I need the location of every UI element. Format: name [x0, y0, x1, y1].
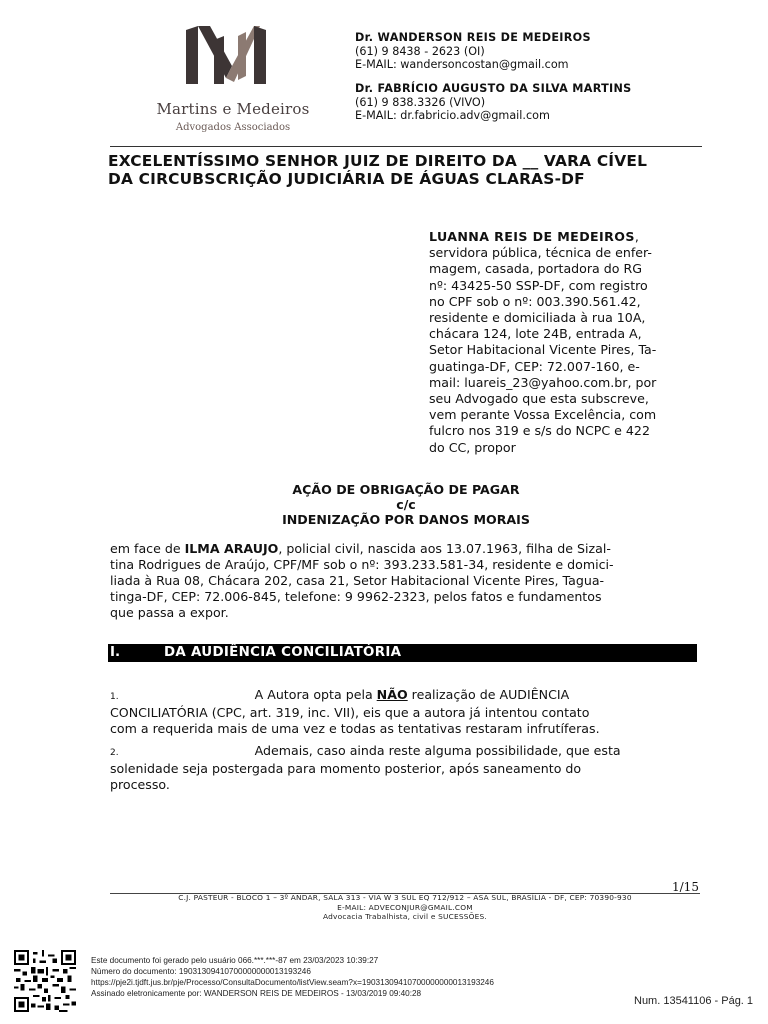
- paragraph-line: processo.: [110, 777, 170, 792]
- paragraph-line: solenidade seja postergada para momento posterior, após saneamento do: [110, 761, 582, 776]
- action-line-2: c/c: [396, 497, 416, 512]
- footer-email: E-MAIL: ADVECONJUR@GMAIL.COM: [337, 903, 473, 912]
- action-line-1: AÇÃO DE OBRIGAÇÃO DE PAGAR: [292, 482, 520, 497]
- qr-code-icon: [14, 950, 76, 1012]
- lawyer-phone: (61) 9 8438 - 2623 (OI): [355, 44, 485, 58]
- firm-logo: [148, 14, 318, 142]
- lawyer-name: Dr. FABRÍCIO AUGUSTO DA SILVA MARTINS: [355, 82, 632, 95]
- monogram-mm-icon: [184, 20, 268, 86]
- generated-by-text: Este documento foi gerado pelo usuário 066.***.***-87 em 23/03/2023 10:39:27: [91, 956, 379, 965]
- lawyer-email: E-MAIL: wandersoncostan@gmail.com: [355, 58, 569, 71]
- lawyer-name: Dr. WANDERSON REIS DE MEDEIROS: [355, 31, 591, 44]
- header-divider: [110, 146, 702, 147]
- qualification-line: seu Advogado que esta subscreve,: [429, 391, 649, 407]
- action-title: [110, 482, 702, 527]
- qualification-line: do CC, propor: [429, 439, 516, 455]
- qualification-line: chácara 124, lote 24B, entrada A,: [429, 326, 642, 342]
- paragraph-1: [110, 687, 698, 737]
- signed-by-text: Assinado eletronicamente por: WANDERSON REIS DE MEDEIROS - 13/03/2019 09:40:28: [91, 989, 422, 998]
- plaintiff-qualification: LUANNA REIS DE MEDEIROS, servidora pública, técnica de enfer- magem, casada, portadora do RG nº: 43425-50 SSP-DF, com registro no CPF sob o nº: 003.390.561.42, residente e domiciliada à rua 10A, chácara 124, lote 24B, entrada A, Setor Habitacional Vicente Pires, Ta- guatinga-DF, CEP: 72.007-160, e- mail: luareis_23@yahoo.com.br, por seu Advogado que esta subscreve, vem perante Vossa Excelência, com fulcro nos 319 e s/s do NCPC e 422 do CC, propor: [429, 229, 697, 456]
- facing-line: que passa a expor.: [110, 605, 229, 621]
- action-line-3: INDENIZAÇÃO POR DANOS MORAIS: [282, 512, 530, 527]
- document-url-link[interactable]: https://pje2i.tjdft.jus.br/pje/Processo/ConsultaDocumento/listView.seam?x=19031309410700000000013193246: [91, 978, 494, 987]
- qualification-line: guatinga-DF, CEP: 72.007-160, e-: [429, 358, 640, 374]
- qualification-line: residente e domiciliada à rua 10A,: [429, 310, 646, 326]
- firm-name: Martins e Medeiros: [156, 100, 310, 118]
- qualification-line: nº: 43425-50 SSP-DF, com registro: [429, 277, 648, 293]
- footer-address: C.J. PASTEUR - BLOCO 1 – 3º ANDAR, SALA 313 - VIA W 3 SUL EQ 712/912 – ASA SUL, BRASÍLIA - DF, CEP: 70390-930: [178, 893, 632, 902]
- paragraph-number: 2.: [110, 748, 119, 758]
- qualification-line: Setor Habitacional Vicente Pires, Ta-: [429, 342, 657, 358]
- lawyer-contact-2: [355, 82, 632, 123]
- firm-subtitle: Advogados Associados: [175, 122, 291, 133]
- paragraph-lead: Ademais, caso ainda reste alguma possibilidade, que esta: [254, 743, 621, 758]
- facing-line: liada à Rua 08, Chácara 202, casa 21, Setor Habitacional Vicente Pires, Tagua-: [110, 573, 605, 589]
- facing-prefix: em face de: [110, 541, 185, 556]
- section-header: [108, 644, 697, 662]
- qualification-line: magem, casada, portadora do RG: [429, 261, 642, 277]
- emphasis-nao: NÃO: [376, 687, 408, 702]
- section-number: I.: [110, 645, 121, 660]
- qualification-line: mail: luareis_23@yahoo.com.br, por: [429, 374, 657, 390]
- paragraph-2: [110, 743, 698, 793]
- qualification-line: servidora pública, técnica de enfer-: [429, 245, 652, 261]
- facing-text: , policial civil, nascida aos 13.07.1963, filha de Sizal-: [278, 541, 611, 556]
- facing-line: tina Rodrigues de Araújo, CPF/MF sob o nº: 393.233.581-34, residente e domici-: [110, 557, 614, 573]
- court-line-1: EXCELENTÍSSIMO SENHOR JUIZ DE DIREITO DA __ VARA CÍVEL: [108, 152, 648, 170]
- qualification-line: vem perante Vossa Excelência, com: [429, 407, 657, 423]
- paragraph-lead-tail: realização de AUDIÊNCIA: [407, 687, 570, 702]
- section-title: DA AUDIÊNCIA CONCILIATÓRIA: [164, 645, 402, 660]
- paragraph-number: 1.: [110, 692, 119, 702]
- paragraph-line: CONCILIATÓRIA (CPC, art. 319, inc. VII), eis que a autora já intentou contato: [110, 705, 590, 720]
- paragraph-line: com a requerida mais de uma vez e todas as tentativas restaram infrutíferas.: [110, 721, 600, 736]
- plaintiff-name: LUANNA REIS DE MEDEIROS: [429, 229, 635, 244]
- defendant-name: ILMA ARAUJO: [184, 541, 279, 556]
- qualification-line: fulcro nos 319 e s/s do NCPC e 422: [429, 423, 650, 439]
- document-number-text: Número do documento: 19031309410700000000013193246: [91, 967, 311, 976]
- document-page-stamp: Num. 13541106 - Pág. 1: [634, 995, 754, 1007]
- court-address: [108, 152, 708, 188]
- lawyer-contact-1: [355, 31, 591, 72]
- facing-line: tinga-DF, CEP: 72.006-845, telefone: 9 9962-2323, pelos fatos e fundamentos: [110, 589, 602, 605]
- lawyer-email: E-MAIL: dr.fabricio.adv@gmail.com: [355, 109, 550, 122]
- court-line-2: DA CIRCUBSCRIÇÃO JUDICIÁRIA DE ÁGUAS CLARAS-DF: [108, 170, 585, 188]
- defendant-qualification: [110, 541, 698, 621]
- lawyer-phone: (61) 9 838.3326 (VIVO): [355, 95, 486, 109]
- qualification-line: no CPF sob o nº: 003.390.561.42,: [429, 293, 641, 309]
- paragraph-lead: A Autora opta pela: [254, 687, 377, 702]
- page-number: 1/15: [672, 880, 699, 894]
- footer-areas: Advocacia Trabalhista, civil e SUCESSÕES.: [323, 912, 487, 921]
